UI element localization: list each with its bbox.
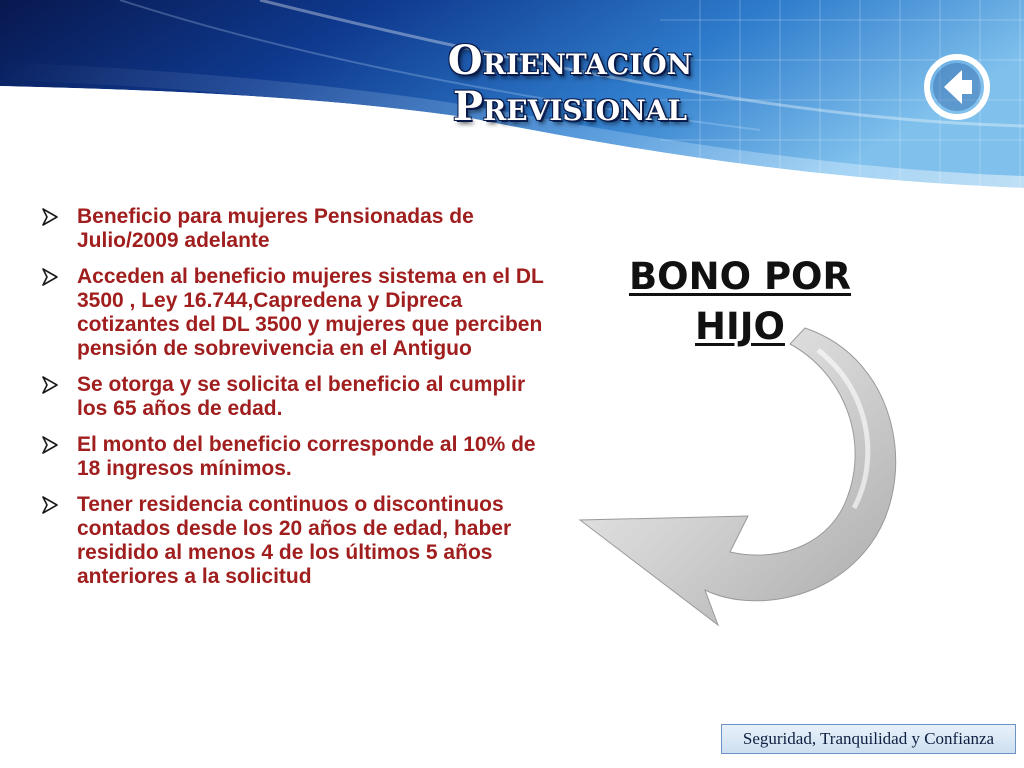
page-title xyxy=(370,38,770,130)
back-arrow-circle-icon xyxy=(922,52,992,122)
list-item xyxy=(40,433,560,481)
bono-heading-line2: HIJO xyxy=(695,305,785,348)
arrow-bullet-icon xyxy=(40,435,60,455)
list-item xyxy=(40,373,560,421)
arrow-bullet-icon xyxy=(40,495,60,515)
curved-arrow-icon xyxy=(570,320,915,635)
footer-slogan: Seguridad, Tranquilidad y Confianza xyxy=(721,724,1016,754)
list-item-text: Beneficio para mujeres Pensionadas de Julio/2009 adelante xyxy=(77,205,474,252)
page-title-line1: Orientación xyxy=(447,37,693,84)
list-item-text: Acceden al beneficio mujeres sistema en el DL 3500 , Ley 16.744,Capredena y Dipreca cotizantes del DL 3500 y mujeres que perciben pensión de sobrevivencia en el Antiguo xyxy=(77,265,544,360)
back-button[interactable] xyxy=(922,52,992,122)
page-title-line2: Previsional xyxy=(452,83,688,130)
list-item-text: Tener residencia continuos o discontinuos contados desde los 20 años de edad, haber residido al menos 4 de los últimos 5 años anteriores a la solicitud xyxy=(77,493,512,588)
benefit-list xyxy=(40,205,560,601)
arrow-bullet-icon xyxy=(40,267,60,287)
list-item-text: Se otorga y se solicita el beneficio al cumplir los 65 años de edad. xyxy=(77,373,526,420)
list-item-text: El monto del beneficio corresponde al 10% de 18 ingresos mínimos. xyxy=(77,433,536,480)
arrow-bullet-icon xyxy=(40,207,60,227)
bono-por-hijo-heading xyxy=(600,252,880,352)
bono-heading-line1: BONO POR xyxy=(628,255,852,298)
arrow-bullet-icon xyxy=(40,375,60,395)
list-item xyxy=(40,493,560,589)
list-item xyxy=(40,265,560,361)
list-item xyxy=(40,205,560,253)
